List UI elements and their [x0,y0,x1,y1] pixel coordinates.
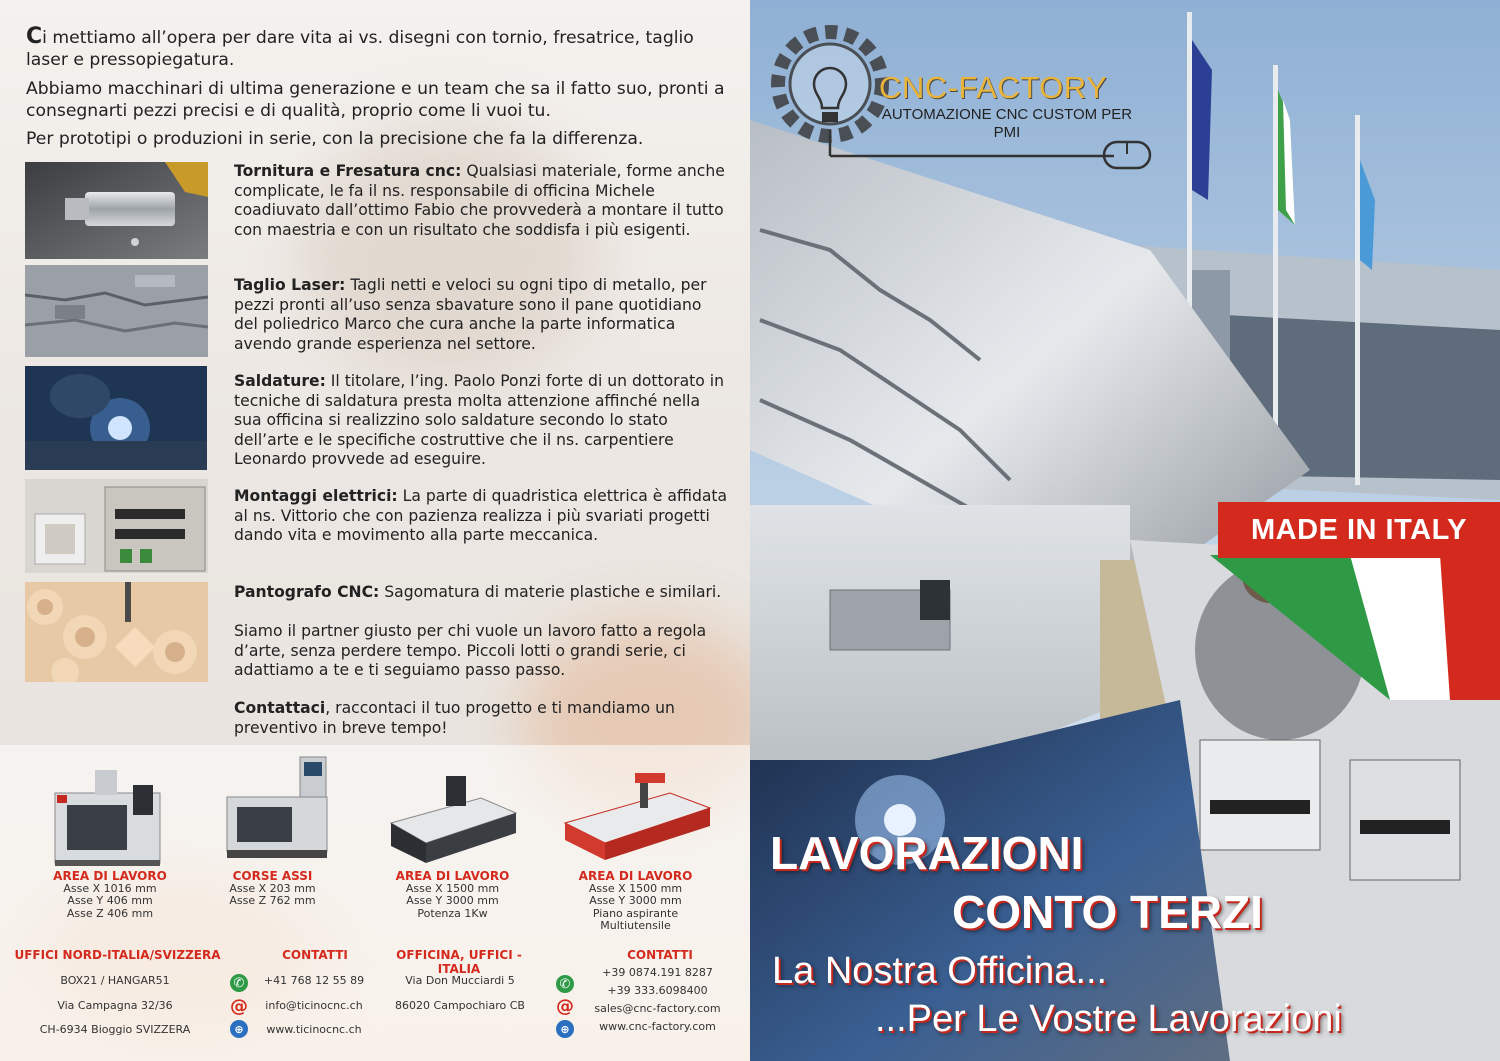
headline-line-4: ...Per Le Vostre Lavorazioni [875,998,1342,1040]
machine-spec-heading: CORSE ASSI [232,869,313,883]
globe-icon: ⊕ [556,1020,574,1038]
service-description: La parte di quadristica elettrica è affidata al ns. Vittorio che con pazienza realizza i più svariati progetti dando vita e movimento alla parte meccanica. [234,487,728,544]
service-title: Pantografo CNC: [234,583,380,601]
machine-spec-line: Asse Z 762 mm [229,894,316,908]
globe-icon: ⊕ [230,1020,248,1038]
machine-spec-line: Asse Y 3000 mm [406,894,499,908]
machine-specs-2 [205,870,340,908]
machine-spec-heading: AREA DI LAVORO [53,869,167,883]
intro-paragraph-3: Per prototipi o produzioni in serie, con la precisione che fa la differenza. [26,129,644,149]
service-description: Il titolare, l’ing. Paolo Ponzi forte di un dottorato in tecniche di saldatura presta molta attenzione affinché nella sua officina si realizzino solo saldature secondo lo stato dell’arte e le specifiche costruttive che il ns. carpentiere Leonardo provvede ad eseguire. [234,372,724,468]
machine-spec-line: Asse X 203 mm [229,881,316,895]
it-address-line: Via Don Mucciardi 5 [405,974,515,987]
machine-spec-heading: AREA DI LAVORO [395,869,510,883]
headline-line-3: La Nostra Officina... [772,950,1108,992]
machine-specs-3 [385,870,520,920]
service-title: Tornitura e Fresatura cnc: [234,162,462,180]
contact-paragraph [234,699,729,738]
service-turning [234,162,729,240]
made-in-italy-banner: MADE IN ITALY [1218,502,1500,558]
it-office-heading: OFFICINA, UFFICI - ITALIA [396,948,522,976]
intro-paragraph-2: Abbiamo macchinari di ultima generazione e un team che sa il fatto suo, pronti a consegnarti pezzi precisi e di qualità, proprio come li vuoi tu. [26,79,725,121]
laser-cut-photo [25,265,208,362]
service-description: Sagomatura di materie plastiche e similari. [379,583,722,601]
machine-spec-heading: AREA DI LAVORO [578,869,693,883]
ch-address-line: Via Campagna 32/36 [57,999,173,1012]
whatsapp-icon: ✆ [230,974,248,992]
service-laser [234,276,729,354]
welding-photo [25,366,207,470]
ch-email[interactable]: info@ticinocnc.ch [265,999,363,1012]
intro-paragraph-1: i mettiamo all’opera per dare vita ai vs. disegni con tornio, fresatrice, taglio laser e pressopiegatura. [26,28,694,70]
it-contacts-heading: CONTATTI [627,948,693,962]
machine-spec-line: Asse Y 3000 mm [589,894,682,908]
machine-spec-line: Asse X 1500 mm [588,881,683,895]
ch-address-line: CH-6934 Bioggio SVIZZERA [39,1023,191,1036]
machine-spec-line: Asse X 1500 mm [405,881,500,895]
machine-spec-line: Asse X 1016 mm [63,881,157,895]
right-panel [750,0,1500,1061]
contact-call: Contattaci [234,699,326,717]
machine-spec-line: Piano aspirante [592,906,679,920]
machine-spec-line: Asse Z 406 mm [66,906,154,920]
service-title: Montaggi elettrici: [234,487,398,505]
service-welding [234,372,729,470]
machine-spec-line: Multiutensile [600,919,671,933]
dropcap: C [26,24,43,49]
logo-subtitle: AUTOMAZIONE CNC CUSTOM PER PMI [881,106,1133,141]
service-description: Qualsiasi materiale, forme anche complicate, le fa il ns. responsabile di officina Michele coadiuvato dall’ottimo Fabio che provvederà a montare il tutto con maestria e con un risultato che soddisfa i più esigenti. [234,162,725,239]
cnc-router-image [560,768,715,868]
electrical-photo [25,479,208,576]
machine-specs-1 [40,870,180,920]
email-icon: @ [230,995,248,1017]
ch-contacts-heading: CONTATTI [282,948,348,962]
service-description: Tagli netti e veloci su ogni tipo di metallo, per pezzi pronti all’uso senza sbavature sono il pane quotidiano del poliedrico Marco che cura anche la parte informatica avendo grande esperienza nel settore. [234,276,707,353]
intro-text [26,26,726,157]
pantograph-photo [25,582,208,682]
it-address-line: 86020 Campochiaro CB [395,999,525,1012]
whatsapp-icon: ✆ [556,975,574,993]
headline-line-1: LAVORAZIONI [770,827,1084,879]
it-phone[interactable]: +39 0874.191 8287 [602,966,713,979]
laser-cutter-image [386,768,521,868]
ch-address-line: BOX21 / HANGAR51 [60,974,170,987]
contact-text: , raccontaci il tuo progetto e ti mandiamo un preventivo in breve tempo! [234,699,675,737]
logo-title: CNC-FACTORY [879,70,1108,105]
service-pantograph [234,583,729,603]
machine-spec-line: Asse Y 406 mm [67,894,153,908]
machine-spec-line: Potenza 1Kw [417,906,488,920]
service-electrical [234,487,729,546]
turning-photo [25,162,208,259]
closing-paragraph: Siamo il partner giusto per chi vuole un lavoro fatto a regola d’arte, senza perdere tempo. Piccoli lotti o grandi serie, ci adattiamo a te e ti seguiamo passo passo. [234,622,707,679]
service-title: Saldature: [234,372,326,390]
ch-phone[interactable]: +41 768 12 55 89 [263,974,365,987]
service-title: Taglio Laser: [234,276,346,294]
machine-specs-4 [568,870,703,933]
lathe-image [222,752,337,867]
ch-website[interactable]: www.ticinocnc.ch [266,1023,362,1036]
it-website[interactable]: www.cnc-factory.com [599,1020,716,1033]
ch-office-heading: UFFICI NORD-ITALIA/SVIZZERA [14,948,221,962]
it-mobile[interactable]: +39 333.6098400 [607,984,708,997]
headline-line-2: CONTO TERZI [952,886,1263,938]
machining-center-image [45,765,170,870]
email-icon: @ [556,995,574,1017]
it-email[interactable]: sales@cnc-factory.com [594,1002,721,1015]
